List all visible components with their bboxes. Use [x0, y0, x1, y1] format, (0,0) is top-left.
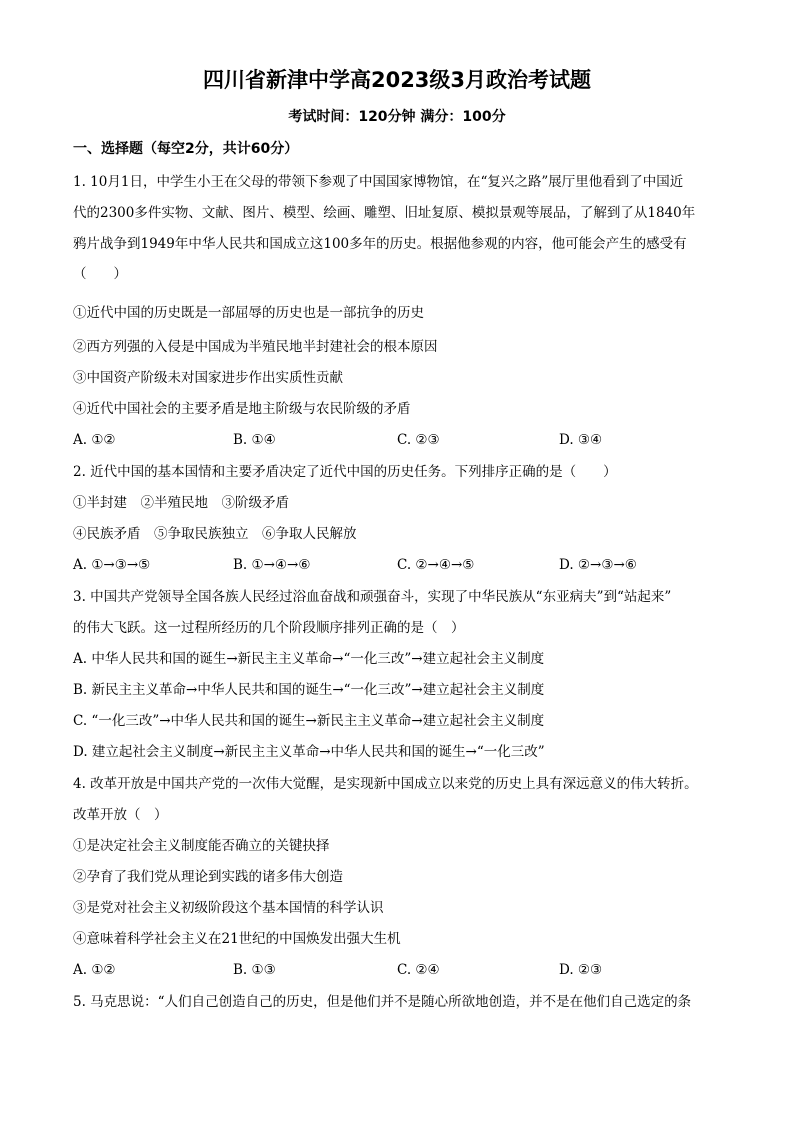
statement-4: ④意味着科学社会主义在21世纪的中国焕发出强大生机: [73, 931, 401, 947]
question-1-text: 代的2300多件实物、文献、图片、模型、绘画、雕塑、旧址复原、模拟景观等展品，了解到了从1840年: [73, 205, 696, 221]
option-b: B. 新民主主义革命→中华人民共和国的诞生→“一化三改”→建立起社会主义制度: [73, 682, 545, 698]
option-d: D. ②→③→⑥: [559, 557, 637, 573]
option-a: A. ①→③→⑤: [73, 557, 151, 573]
statement-4: ④近代中国社会的主要矛盾是地主阶级与农民阶级的矛盾: [73, 401, 411, 417]
question-1-text: 鸦片战争到1949年中华人民共和国成立这100多年的历史。根据他参观的内容，他可能会产生的感受有: [73, 236, 687, 252]
option-a: A. 中华人民共和国的诞生→新民主主义革命→“一化三改”→建立起社会主义制度: [73, 651, 545, 667]
page-title: 四川省新津中学高2023级3月政治考试题: [202, 68, 592, 92]
option-c: C. ②③: [397, 432, 440, 448]
statement-1: ①近代中国的历史既是一部屈辱的历史也是一部抗争的历史: [73, 305, 424, 321]
option-d: D. ③④: [559, 432, 603, 448]
option-b: B. ①→④→⑥: [233, 557, 311, 573]
statement-1: ①是决定社会主义制度能否确立的关键抉择: [73, 838, 330, 854]
question-4-text: 改革开放（ ）: [73, 807, 168, 823]
option-a: A. ①②: [73, 432, 116, 448]
statement-line: ①半封建 ②半殖民地 ③阶级矛盾: [73, 495, 289, 511]
question-3-text: 的伟大飞跃。这一过程所经历的几个阶段顺序排列正确的是（ ）: [73, 620, 465, 636]
exam-time-info: 考试时间：120分钟 满分：100分: [288, 109, 506, 125]
statement-line: ④民族矛盾 ⑤争取民族独立 ⑥争取人民解放: [73, 526, 357, 542]
question-2-text: 2. 近代中国的基本国情和主要矛盾决定了近代中国的历史任务。下列排序正确的是（ ）: [73, 464, 617, 480]
option-c: C. ②④: [397, 962, 440, 978]
option-b: B. ①④: [233, 432, 276, 448]
section-heading: 一、选择题（每空2分，共计60分）: [73, 141, 299, 157]
option-b: B. ①③: [233, 962, 276, 978]
option-d: D. ②③: [559, 962, 603, 978]
question-1-blank: （ ）: [73, 266, 127, 282]
statement-3: ③中国资产阶级未对国家进步作出实质性贡献: [73, 370, 343, 386]
option-d: D. 建立起社会主义制度→新民主主义革命→中华人民共和国的诞生→“一化三改”: [73, 744, 545, 760]
question-4-text: 4. 改革开放是中国共产党的一次伟大觉醒，是实现新中国成立以来党的历史上具有深远意义的伟大转折。: [73, 776, 698, 792]
statement-2: ②西方列强的入侵是中国成为半殖民地半封建社会的根本原因: [73, 339, 438, 355]
option-c: C. ②→④→⑤: [397, 557, 475, 573]
option-c: C. “一化三改”→中华人民共和国的诞生→新民主主义革命→建立起社会主义制度: [73, 713, 545, 729]
question-5-text: 5. 马克思说：“人们自己创造自己的历史，但是他们并不是随心所欲地创造，并不是在他们自己选定的条: [73, 994, 692, 1010]
statement-3: ③是党对社会主义初级阶段这个基本国情的科学认识: [73, 900, 384, 916]
question-3-text: 3. 中国共产党领导全国各族人民经过浴血奋战和顽强奋斗，实现了中华民族从“东亚病夫”到“站起来”: [73, 589, 672, 605]
option-a: A. ①②: [73, 962, 116, 978]
statement-2: ②孕育了我们党从理论到实践的诸多伟大创造: [73, 869, 343, 885]
question-1-text: 1. 10月1日，中学生小王在父母的带领下参观了中国国家博物馆，在“复兴之路”展厅里他看到了中国近: [73, 174, 684, 190]
